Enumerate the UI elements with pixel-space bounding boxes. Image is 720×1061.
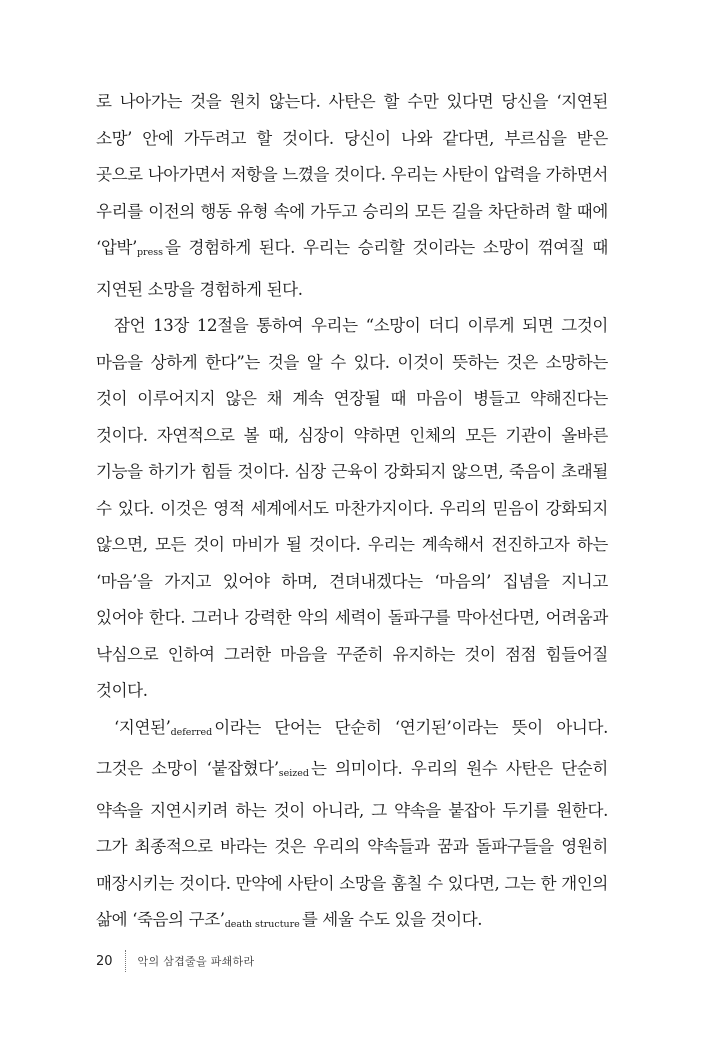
paragraph-3	[96, 710, 608, 944]
gloss-seized: seized	[278, 768, 309, 779]
page-number: 20	[96, 953, 113, 969]
paragraph-text: ‘지연된’	[114, 717, 171, 737]
gloss-press: press	[136, 247, 163, 258]
footer-divider	[125, 950, 126, 972]
paragraph-2	[96, 308, 608, 710]
gloss-death-structure: death structure	[224, 919, 300, 930]
gloss-deferred: deferred	[170, 726, 213, 738]
page-footer	[96, 950, 254, 972]
page-body	[96, 84, 608, 944]
running-title: 악의 삼겹줄을 파쇄하라	[137, 955, 255, 968]
paragraph-1	[96, 84, 608, 308]
paragraph-text: 는 의미이다. 우리의 원수 사탄은 단순히 약속을 지연시키려 하는 것이 아니라, 그 약속을 붙잡아 두기를 원한다. 그가 최종적으로 바라는 것은 우리의 약속들과 꿈과 돌파구들을 영원히 매장시키는 것이다. 만약에 사탄이 소망을 훔칠 수 있다면, 그는 한 개인의 삶에 ‘죽음의 구조’	[96, 759, 608, 929]
paragraph-text: 로 나아가는 것을 원치 않는다. 사탄은 할 수만 있다면 당신을 ‘지연된 소망’ 안에 가두려고 할 것이다. 당신이 나와 같다면, 부르심을 받은 곳으로 나아가면서 저항을 느꼈을 것이다. 우리는 사탄이 압력을 가하면서 우리를 이전의 행동 유형 속에 가두고 승리의 모든 길을 차단하려 할 때에 ‘압박’	[96, 92, 608, 257]
paragraph-text: 잠언 13장 12절을 통하여 우리는 “소망이 더디 이루게 되면 그것이 마음을 상하게 한다”는 것을 알 수 있다. 이것이 뜻하는 것은 소망하는 것이 이루어지지 않은 채 계속 연장될 때 마음이 병들고 약해진다는 것이다. 자연적으로 볼 때, 심장이 약하면 인체의 모든 기관이 올바른 기능을 하기가 힘들 것이다. 심장 근육이 강화되지 않으면, 죽음이 초래될 수 있다. 이것은 영적 세계에서도 마찬가지이다. 우리의 믿음이 강화되지 않으면, 모든 것이 마비가 될 것이다. 우리는 계속해서 전진하고자 하는 ‘마음’을 가지고 있어야 하며, 견뎌내겠다는 ‘마음의’ 집념을 지니고 있어야 한다. 그러나 강력한 악의 세력이 돌파구를 막아선다면, 어려움과 낙심으로 인하여 그러한 마음을 꾸준히 유지하는 것이 점점 힘들어질 것이다.	[96, 316, 608, 700]
paragraph-text: 이라는 단어는 단순히 ‘연기된’이라는 뜻이 아니다. 그것은 소망이 ‘붙잡혔다’	[96, 717, 608, 778]
paragraph-text: 을 경험하게 된다. 우리는 승리할 것이라는 소망이 꺾여질 때 지연된 소망을 경험하게 된다.	[96, 238, 608, 299]
paragraph-text: 를 세울 수도 있을 것이다.	[301, 910, 483, 929]
